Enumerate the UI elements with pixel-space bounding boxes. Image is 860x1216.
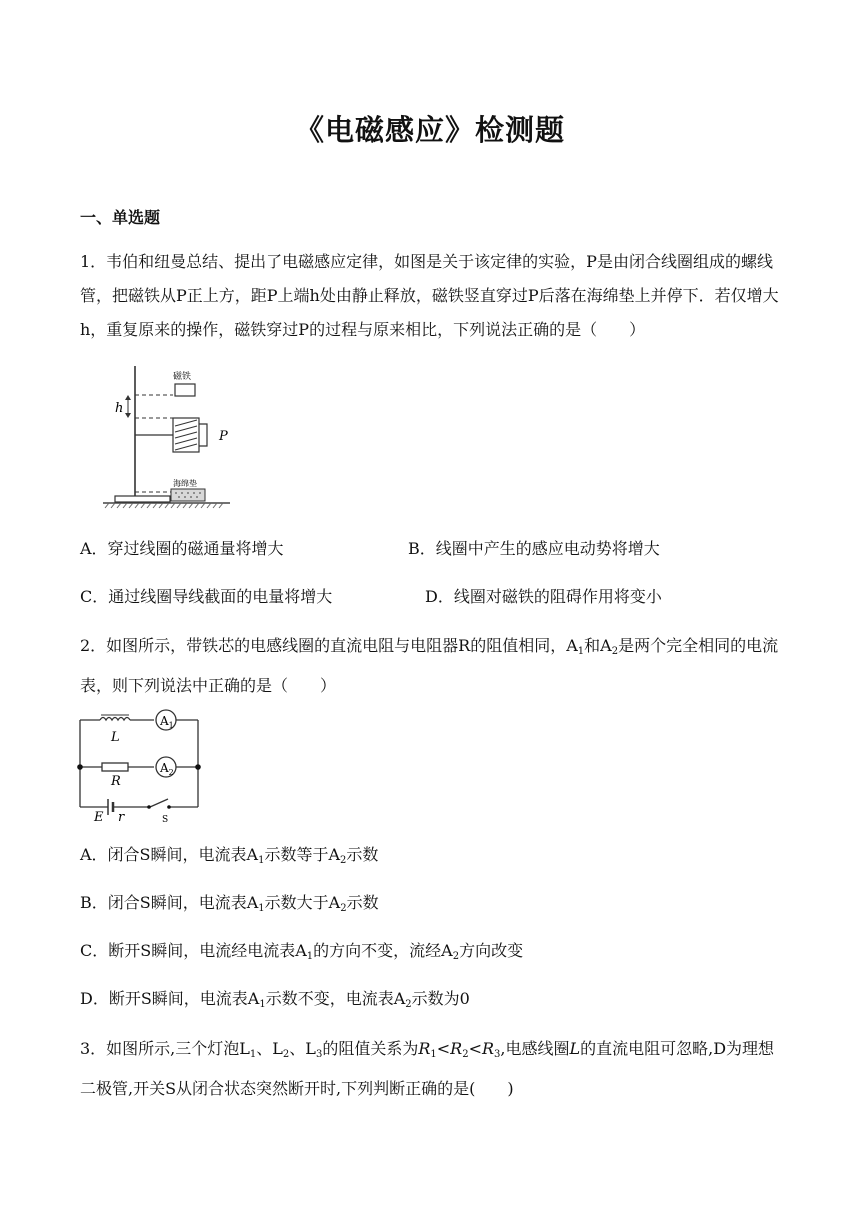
- question-1-figure: [95, 362, 245, 516]
- coil-label: P: [219, 429, 228, 444]
- switch-label: S: [162, 815, 169, 823]
- question-2-circuit: [70, 708, 215, 827]
- ammeter-1-label: $A_1$: [160, 714, 174, 730]
- inductor-label: L: [111, 730, 120, 745]
- emf-label: E: [94, 810, 104, 823]
- height-label: h: [115, 401, 124, 416]
- question-3-stem: 3．如图所示,三个灯泡$L_1$、$L_2$、$L_3$的阻值关系为$R_1<R_2<R_3$,电感线圈L的直流电阻可忽略,D为理想二极管,开关S从闭合状态突然断开时,下列判断正确的是( ): [80, 1039, 775, 1098]
- q2-option-a: A．闭合S瞬间，电流表$A_1$示数等于$A_2$示数: [80, 845, 379, 866]
- question-2-stem: 2．如图所示，带铁芯的电感线圈的直流电阻与电阻器R的阻值相同，$A_1$和$A_2$是两个完全相同的电流表，则下列说法中正确的是（ ）: [80, 636, 779, 695]
- magnet-label: 磁铁: [173, 372, 192, 382]
- sponge-label: 海绵垫: [173, 479, 197, 488]
- question-1-stem: 1．韦伯和纽曼总结、提出了电磁感应定律，如图是关于该定律的实验，P是由闭合线圈组成的螺线管，把磁铁从P正上方，距P上端h处由静止释放，磁铁竖直穿过P后落在海绵垫上并停下．若仅增大h，重复原来的操作，磁铁穿过P的过程与原来相比，下列说法正确的是（ ）: [80, 252, 779, 339]
- section-heading: 一、单选题: [80, 208, 161, 227]
- internal-resistance-label: r: [118, 810, 125, 823]
- q1-option-a: A．穿过线圈的磁通量将增大: [80, 539, 284, 558]
- resistor-label: R: [111, 774, 121, 789]
- q1-option-b: B．线圈中产生的感应电动势将增大: [408, 539, 660, 558]
- q1-option-c: C．通过线圈导线截面的电量将增大: [80, 587, 333, 606]
- ammeter-2-label: $A_2$: [160, 761, 174, 777]
- q2-option-d: D．断开S瞬间，电流表$A_1$示数不变，电流表$A_2$示数为0: [80, 989, 470, 1010]
- page-title: 《电磁感应》检测题: [294, 113, 565, 147]
- q1-option-d: D．线圈对磁铁的阻碍作用将变小: [425, 587, 662, 606]
- q2-option-c: C．断开S瞬间，电流经电流表$A_1$的方向不变，流经$A_2$方向改变: [80, 941, 524, 962]
- q2-option-b: B．闭合S瞬间，电流表$A_1$示数大于$A_2$示数: [80, 893, 379, 914]
